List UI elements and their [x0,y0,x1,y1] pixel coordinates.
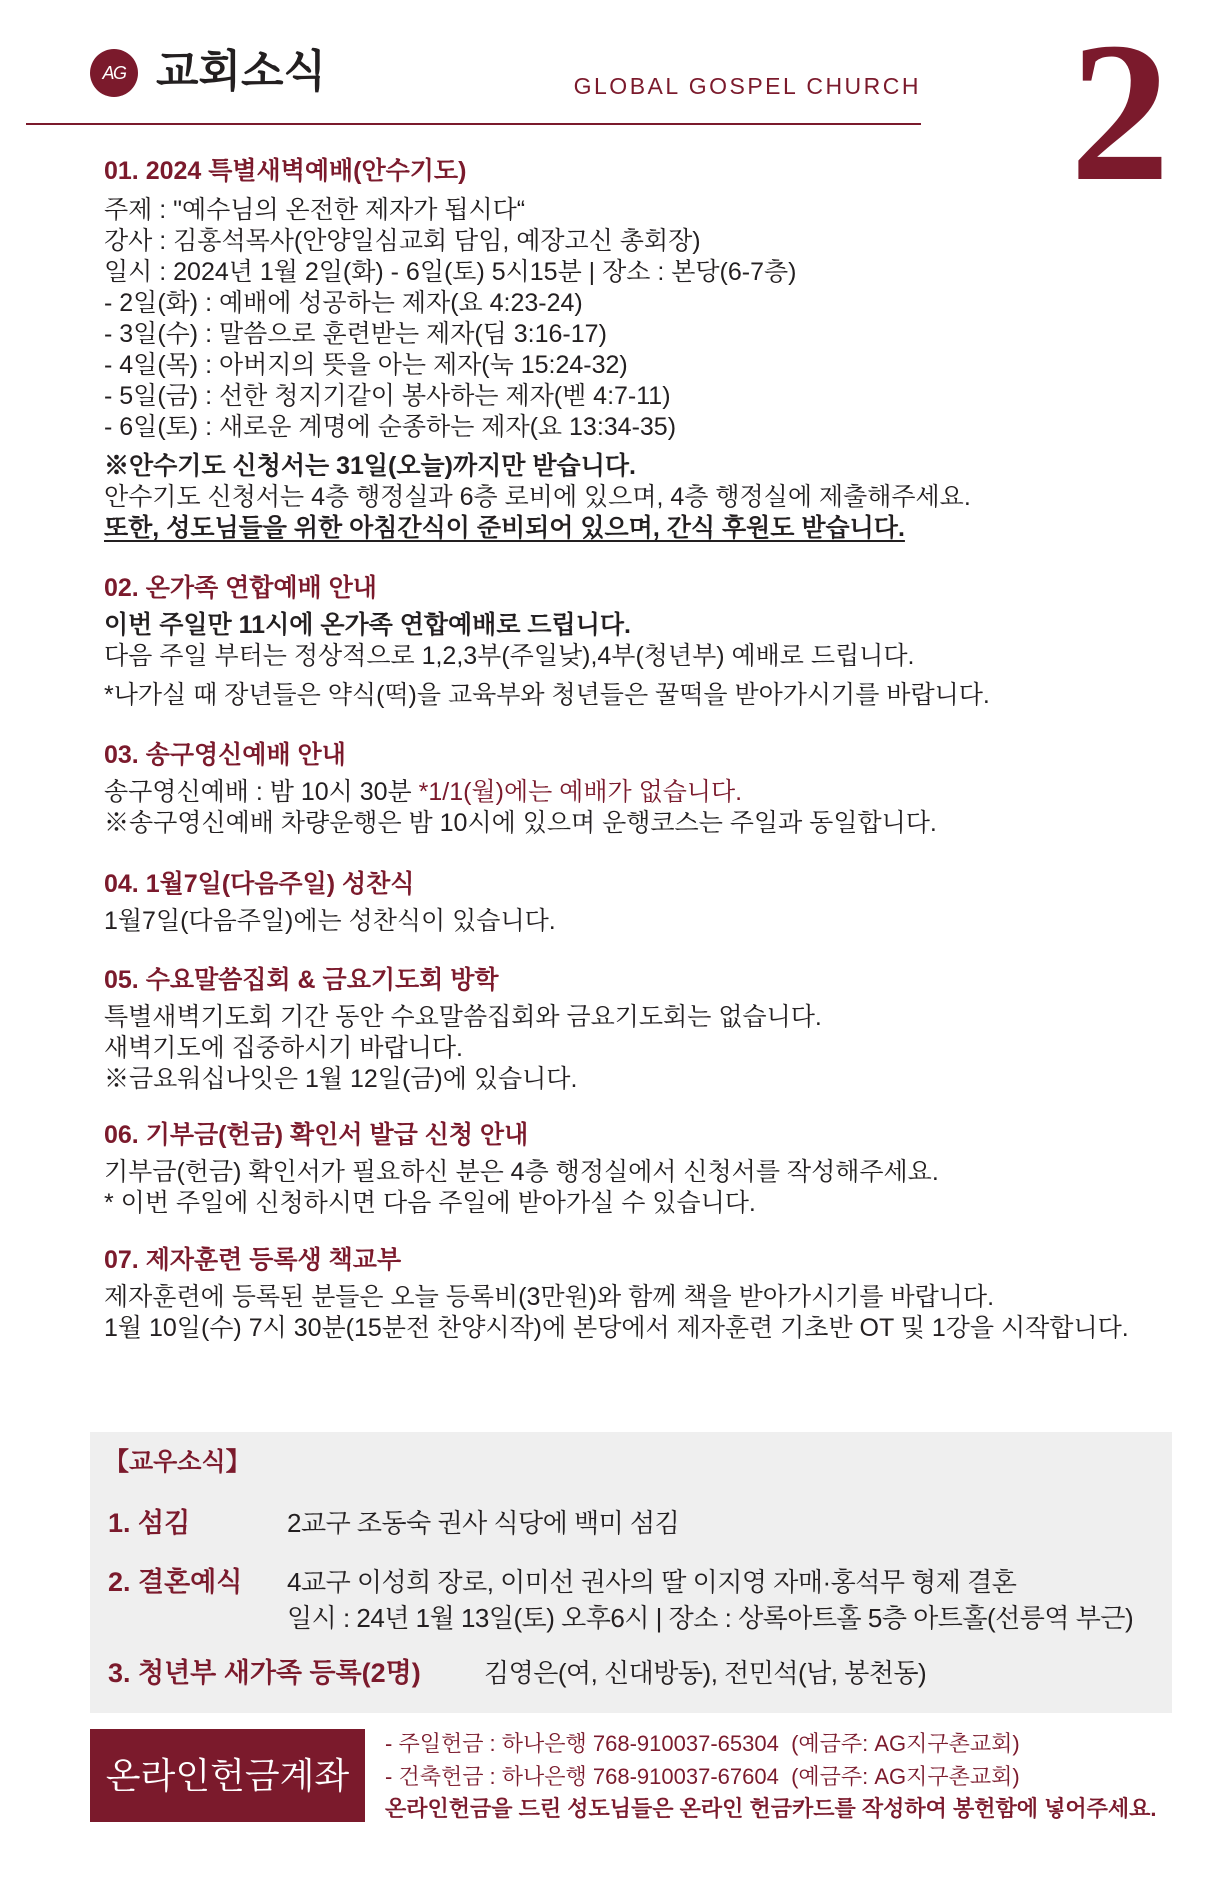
online-offering-label: 온라인헌금계좌 [90,1729,365,1822]
news-item-text: 일시 : 24년 1월 13일(토) 오후6시 | 장소 : 상록아트홀 5층 아트홀(선릉역 부근) [287,1603,1134,1633]
section-02-line: 다음 주일 부터는 정상적으로 1,2,3부(주일낮),4부(청년부) 예배로 드립니다. [104,642,915,670]
online-offering-info [385,1728,1205,1826]
section-07-line: 제자훈련에 등록된 분들은 오늘 등록비(3만원)와 함께 책을 받아가시기를 바랍니다. [104,1283,995,1311]
section-01-day-item: - 5일(금) : 선한 청지기같이 봉사하는 제자(벧 4:7-11) [104,382,671,410]
section-06-line: * 이번 주일에 신청하시면 다음 주일에 받아가실 수 있습니다. [104,1189,756,1217]
section-01-day-item: - 2일(화) : 예배에 성공하는 제자(요 4:23-24) [104,289,583,317]
section-05-line: ※금요워십나잇은 1월 12일(금)에 있습니다. [104,1065,578,1093]
section-06-heading: 06. 기부금(헌금) 확인서 발급 신청 안내 [104,1121,529,1149]
section-01-snack-notice [104,513,1194,544]
offering-instruction: 온라인헌금을 드린 성도님들은 온라인 헌금카드를 작성하여 봉헌함에 넣어주세요. [385,1796,1157,1821]
section-03-time-line [104,777,1194,808]
section-01-speaker: 강사 : 김홍석목사(안양일심교회 담임, 예장고신 총회장) [104,227,701,255]
section-02-heading: 02. 온가족 연합예배 안내 [104,574,377,602]
section-02-line: 이번 주일만 11시에 온가족 연합예배로 드립니다. [104,611,631,639]
offering-account-line: - 주일헌금 : 하나은행 768-910037-65304 (예금주: AG지구촌교회) [385,1731,1020,1756]
news-item-label: 3. 청년부 새가족 등록(2명) [108,1658,421,1688]
section-03-heading: 03. 송구영신예배 안내 [104,741,346,769]
news-item-text: 4교구 이성희 장로, 이미선 권사의 딸 이지영 자매·홍석무 형제 결혼 [287,1567,1017,1597]
section-02-line: *나가실 때 장년들은 약식(떡)을 교육부와 청년들은 꿀떡을 받아가시기를 바랍니다. [104,681,990,709]
section-05-heading: 05. 수요말씀집회 & 금요기도회 방학 [104,966,499,994]
section-01-application-info: 안수기도 신청서는 4층 행정실과 6층 로비에 있으며, 4층 행정실에 제출해주세요. [104,483,971,511]
church-news-panel [90,1432,1172,1713]
section-05-line: 새벽기도에 집중하시기 바랍니다. [104,1034,463,1062]
section-01-day-item: - 6일(토) : 새로운 계명에 순종하는 제자(요 13:34-35) [104,413,677,441]
section-01-heading: 01. 2024 특별새벽예배(안수기도) [104,157,467,185]
section-01-day-item: - 4일(목) : 아버지의 뜻을 아는 제자(눅 15:24-32) [104,351,628,379]
page-number: 2 [1070,13,1170,213]
section-01-day-item: - 3일(수) : 말씀으로 훈련받는 제자(딤 3:16-17) [104,320,607,348]
section-03-time-note: *1/1(월)에는 예배가 없습니다. [418,778,743,806]
news-item-label: 1. 섬김 [108,1508,191,1538]
news-item-label: 2. 결혼예식 [108,1567,243,1597]
section-03-line: ※송구영신예배 차량운행은 밤 10시에 있으며 운행코스는 주일과 동일합니다. [104,809,937,837]
section-06-line: 기부금(헌금) 확인서가 필요하신 분은 4층 행정실에서 신청서를 작성해주세요. [104,1158,939,1186]
offering-account-line: - 건축헌금 : 하나은행 768-910037-67604 (예금주: AG지구촌교회) [385,1763,1020,1789]
header-divider [26,123,921,125]
section-05 [104,965,1194,1095]
page-title: 교회소식 [156,47,327,96]
section-03-time: 송구영신예배 : 밤 10시 30분 [104,778,412,806]
church-logo: AG [90,49,138,97]
section-04-line: 1월7일(다음주일)에는 성찬식이 있습니다. [104,907,556,935]
church-name: GLOBAL GOSPEL CHURCH [573,73,921,99]
section-07-line: 1월 10일(수) 7시 30분(15분전 찬양시작)에 본당에서 제자훈련 기초반 OT 및 1강을 시작합니다. [104,1314,1129,1342]
section-01-deadline-notice: ※안수기도 신청서는 31일(오늘)까지만 받습니다. [104,452,636,480]
news-item-text: 김영은(여, 신대방동), 전민석(남, 봉천동) [484,1658,927,1688]
section-01-snack-text: 또한, 성도님들을 위한 아침간식이 준비되어 있으며, 간식 후원도 받습니다. [104,514,905,542]
section-05-line: 특별새벽기도회 기간 동안 수요말씀집회와 금요기도회는 없습니다. [104,1003,822,1031]
section-04-heading: 04. 1월7일(다음주일) 성찬식 [104,870,415,898]
section-01-theme: 주제 : "예수님의 온전한 제자가 됩시다“ [104,196,526,224]
section-04 [104,869,1194,937]
section-02 [104,573,1194,711]
news-item-text: 2교구 조동숙 권사 식당에 백미 섬김 [287,1508,680,1538]
section-06 [104,1120,1194,1219]
church-news-title: 【교우소식】 [104,1448,251,1476]
section-01 [104,156,1194,544]
section-01-schedule: 일시 : 2024년 1월 2일(화) - 6일(토) 5시15분 | 장소 : 본당(6-7층) [104,258,797,286]
section-03 [104,740,1194,839]
section-07-heading: 07. 제자훈련 등록생 책교부 [104,1246,402,1274]
section-07 [104,1245,1194,1344]
